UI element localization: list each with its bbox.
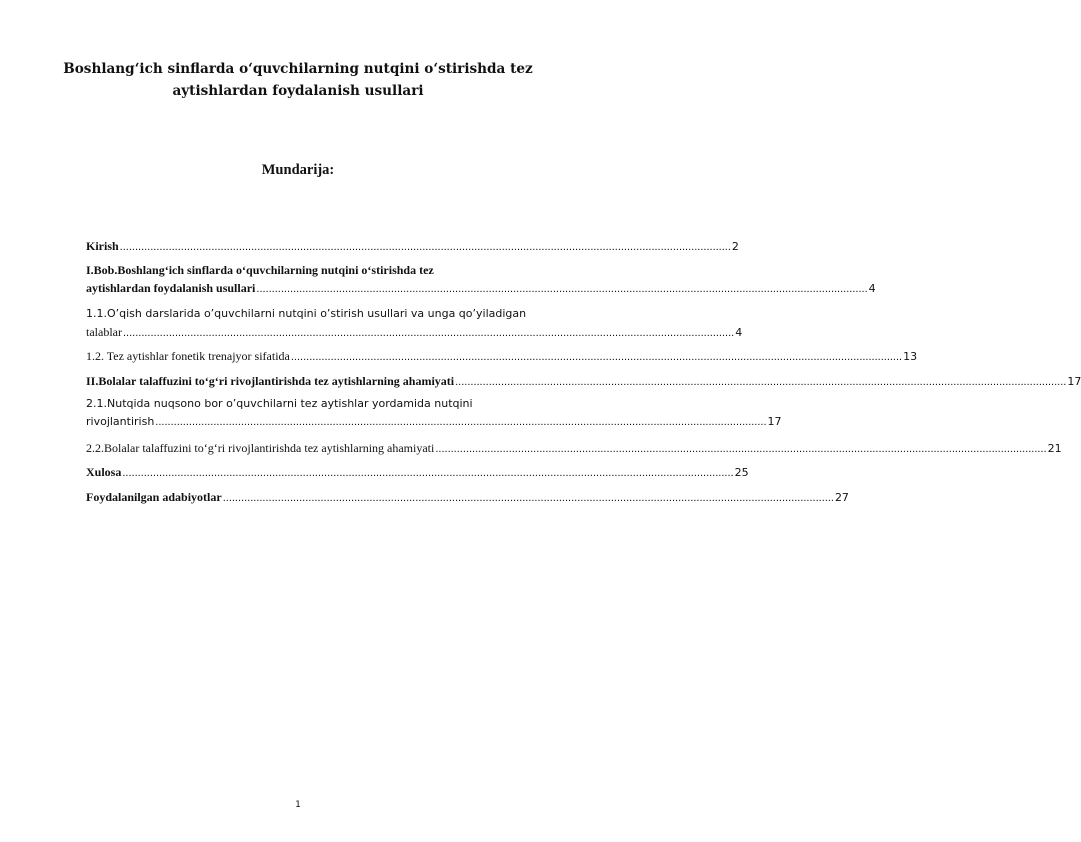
toc-page-number: 21 bbox=[1047, 442, 1062, 455]
toc-page-number: 13 bbox=[903, 350, 918, 363]
toc-page-number: 4 bbox=[868, 282, 876, 295]
toc-entry-text: 1.2. Tez aytishlar fonetik trenajyor sifatida bbox=[86, 349, 290, 363]
toc-entry-text: Foydalanilgan adabiyotlar bbox=[86, 490, 222, 504]
toc-entry-text: aytishlardan foydalanish usullari bbox=[86, 281, 256, 295]
toc-leader-dots: ........................................................................................................................................................................................................ bbox=[155, 416, 767, 428]
toc-entry-text: II.Bolalar talaffuzini to‘g‘ri rivojlantirishda tez aytishlarning ahamiyati bbox=[86, 374, 455, 388]
toc-leader-dots: ........................................................................................................................................................................................................ bbox=[435, 443, 1047, 455]
toc-leader-dots: ........................................................................................................................................................................................................ bbox=[122, 327, 735, 339]
toc-entry-section-2-1[interactable] bbox=[86, 395, 782, 431]
toc-entry-text: Kirish bbox=[86, 239, 119, 253]
toc-page-number: 17 bbox=[767, 415, 782, 428]
toc-entry-introduction[interactable] bbox=[86, 237, 739, 256]
document-title bbox=[60, 58, 536, 102]
toc-entry-text: Xulosa bbox=[86, 465, 122, 479]
toc-page-number: 4 bbox=[735, 326, 743, 339]
toc-page-number: 25 bbox=[734, 466, 749, 479]
toc-page-number: 2 bbox=[731, 240, 739, 253]
toc-entry-text: talablar bbox=[86, 325, 122, 339]
toc-page-number: 27 bbox=[834, 491, 849, 504]
title-line-1: Boshlang‘ich sinflarda o‘quvchilarning nutqini o‘stirishda tez bbox=[63, 61, 533, 77]
toc-entry-chapter-1[interactable] bbox=[86, 261, 876, 298]
toc-entry-section-1-1[interactable] bbox=[86, 305, 743, 342]
toc-leader-dots: ........................................................................................................................................................................................................ bbox=[222, 492, 834, 504]
toc-entry-section-2-2[interactable] bbox=[86, 439, 1062, 458]
toc-leader-dots: ........................................................................................................................................................................................................ bbox=[122, 467, 734, 479]
toc-entry-text: rivojlantirish bbox=[86, 415, 155, 428]
toc-entry-line-1: 1.1.O’qish darslarida o’quvchilarni nutqini o’stirish usullari va unga qo’yiladigan bbox=[86, 307, 527, 320]
toc-leader-dots: ........................................................................................................................................................................................................ bbox=[455, 376, 1067, 388]
title-line-2: aytishlardan foydalanish usullari bbox=[172, 83, 424, 99]
toc-entry-chapter-2[interactable] bbox=[86, 372, 1081, 391]
toc-entry-line-1: 2.1.Nutqida nuqsono bor o’quvchilarni tez aytishlar yordamida nutqini bbox=[86, 397, 473, 410]
toc-leader-dots: ........................................................................................................................................................................................................ bbox=[290, 351, 903, 363]
toc-page-number: 17 bbox=[1067, 375, 1081, 388]
toc-entry-section-1-2[interactable] bbox=[86, 347, 918, 366]
contents-heading: Mundarija: bbox=[261, 162, 335, 178]
toc-leader-dots: ........................................................................................................................................................................................................ bbox=[119, 241, 731, 253]
toc-entry-text: 2.2.Bolalar talaffuzini to‘g‘ri rivojlantirishda tez aytishlarning ahamiyati bbox=[86, 441, 435, 455]
toc-leader-dots: ........................................................................................................................................................................................................ bbox=[256, 283, 868, 295]
page-number: 1 bbox=[295, 800, 301, 810]
toc-entry-line-1: I.Bob.Boshlang‘ich sinflarda o‘quvchilarning nutqini o‘stirishda tez bbox=[86, 263, 434, 277]
toc-entry-conclusion[interactable] bbox=[86, 463, 749, 482]
toc-entry-references[interactable] bbox=[86, 488, 849, 507]
